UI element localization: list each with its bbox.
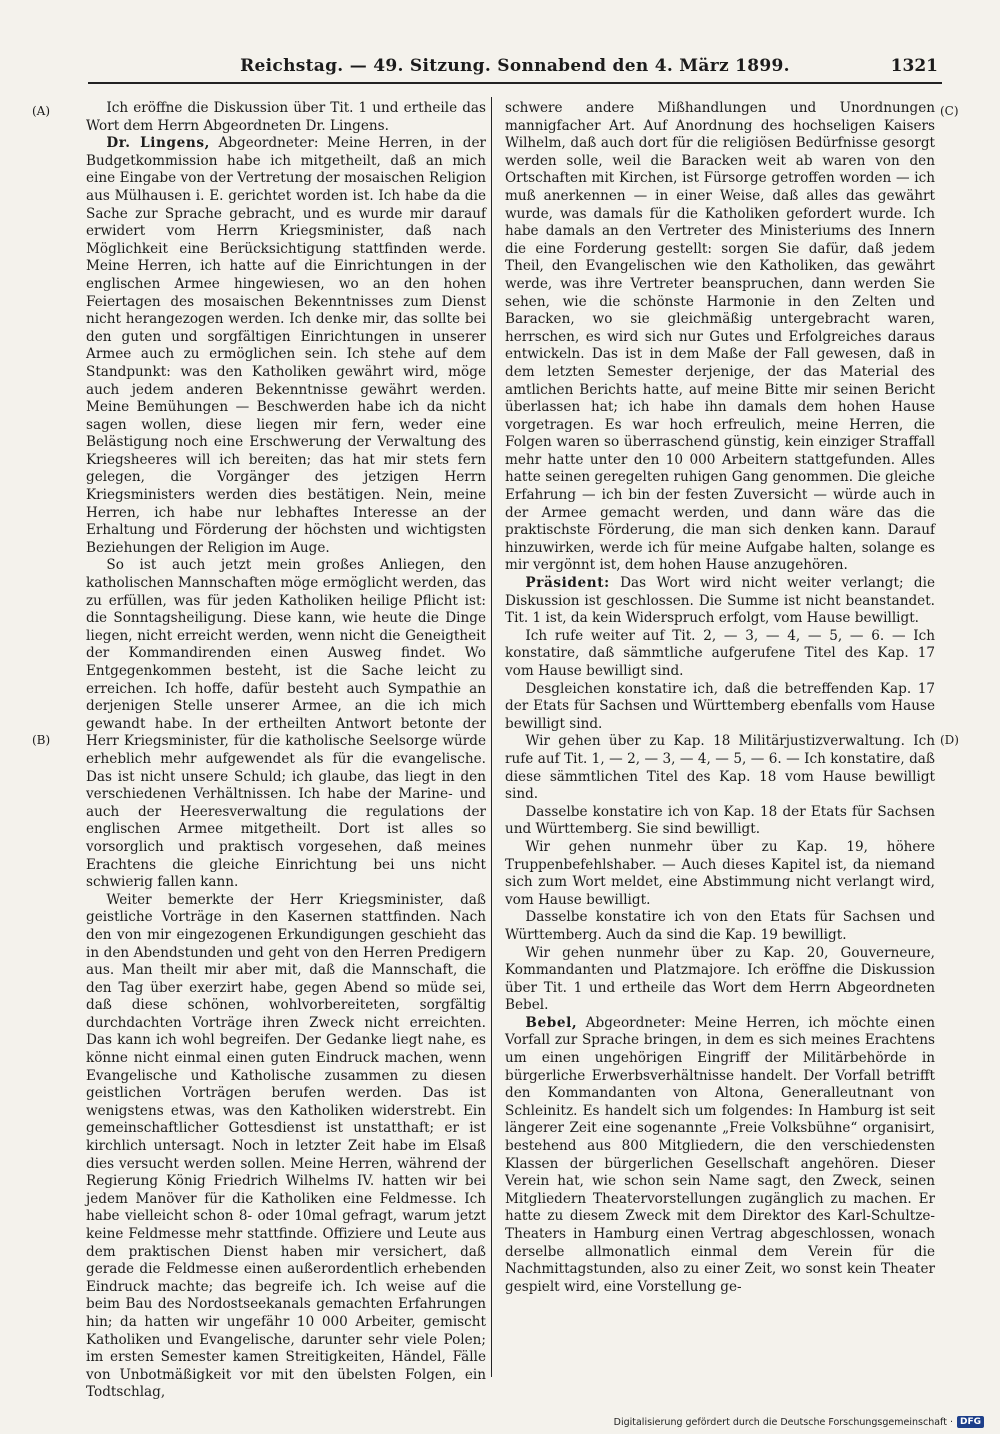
margin-marker-a: (A) [32,104,51,118]
paragraph: Dasselbe konstatire ich von Kap. 18 der Etats für Sachsen und Württemberg. Sie sind bewilligt. [505,803,935,838]
footer-credit-text: Digitalisierung gefördert durch die Deutsche Forschungsgemeinschaft · [613,1416,953,1428]
header-rule [88,82,942,84]
dfg-logo-icon: DFG [957,1416,984,1428]
paragraph: Dasselbe konstatire ich von den Etats für Sachsen und Württemberg. Auch da sind die Kap. 19 bewilligt. [505,909,935,943]
paragraph: Wir gehen nunmehr über zu Kap. 19, höhere Truppenbefehlshaber. — Auch dieses Kapitel ist, da niemand sich zum Wort meldet, eine Abstimmung nicht verlangt wird, vom Hause bewilligt. [505,838,935,908]
paragraph: Wir gehen nunmehr über zu Kap. 20, Gouverneure, Kommandanten und Platzmajore. Ich eröffne die Diskussion über Tit. 1 und ertheile das Wort dem Herrn Abgeordneten Bebel. [505,944,935,1014]
margin-marker-c: (C) [940,104,959,118]
column-divider [491,97,492,1377]
paragraph: Weiter bemerkte der Herr Kriegsminister, daß geistliche Vorträge in den Kasernen stattfinden. Nach den von mir eingezogenen Erkundigungen geschieht das in den Abendstunden und geht von den Herren Predigern aus. Man theilt mir aber mit, daß die Mannschaft, die den Tag über exerzirt habe, gegen Abend so müde sei, daß diese schönen, wohlvorbereiteten, sorgfältig durchdachten Vorträge ihren Zweck nicht erreichten. Das kann ich wohl begreifen. Der Gedanke liegt nahe, es könne nicht einmal einen guten Eindruck machen, wenn Evangelische und Katholische zusammen zu diesen geistlichen Vorträgen berufen werden. Das ist wenigstens etwas, was den Katholiken widerstrebt. Ein gemeinschaftlicher Gottesdienst ist unstatthaft; er ist kirchlich untersagt. Noch in letzter Zeit habe im Elsaß dies versucht werden sollen. Meine Herren, während der Regierung König Friedrich Wilhelms IV. hatten wir bei jedem Manöver für die Katholiken eine Feldmesse. Ich habe vielleicht schon 8- oder 10mal gefragt, warum jetzt keine Feldmesse mehr stattfinde. Offiziere und Leute aus dem praktischen Dienst haben mir versichert, daß gerade die Feldmesse einen außerordentlich erhebenden Eindruck machte; das begreife ich. Ich weise auf die beim Bau des Nordostseekanals gemachten Erfahrungen hin; da hatten wir ungefähr 10 000 Arbeiter, gemischt Katholiken und Evangelische, darunter sehr viele Polen; im ersten Semester kamen Streitigkeiten, Händel, Fälle von Unbotmäßigkeit vor mit den übelsten Folgen, ein Todtschlag, [86,891,486,1401]
speaker-name: Präsident: [525,575,610,592]
left-column [86,100,486,1402]
paragraph: Bebel, Abgeordneter: Meine Herren, ich möchte einen Vorfall zur Sprache bringen, in dem es sich meines Erachtens um einen ungehörigen Eingriff der Militärbehörde in bürgerliche Erwerbsverhältnisse handelt. Der Vorfall betrifft den Kommandanten von Altona, Generalleutnant von Schleinitz. Es handelt sich um folgendes: In Hamburg ist seit längerer Zeit eine sogenannte „Freie Volksbühne“ organisirt, bestehend aus 800 Mitgliedern, die den verschiedensten Klassen der bürgerlichen Gesellschaft angehören. Dieser Verein hat, wie schon sein Name sagt, den Zweck, seinen Mitgliedern Theatervorstellungen zugänglich zu machen. Er hatte zu diesem Zweck mit dem Direktor des Karl-Schultze-Theaters in Hamburg einen Vertrag abgeschlossen, wonach derselbe allmonatlich einmal dem Verein für die Nachmittagstunden, also zu einer Zeit, wo sonst kein Theater gespielt wird, eine Vorstellung ge- [505,1014,935,1295]
page-header [90,54,940,80]
speaker-name: Bebel, [525,1014,578,1031]
speaker-name: Dr. Lingens, [106,135,210,152]
page-title: Reichstag. — 49. Sitzung. Sonnabend den 4. März 1899. [240,56,790,76]
paragraph: Ich rufe weiter auf Tit. 2, — 3, — 4, — 5, — 6. — Ich konstatire, daß sämmtliche aufgerufene Titel des Kap. 17 vom Hause bewilligt sind. [505,627,935,679]
margin-marker-b: (B) [32,733,51,747]
paragraph: Präsident: Das Wort wird nicht weiter verlangt; die Diskussion ist geschlossen. Die Summe ist nicht beanstandet. Tit. 1 ist, da kein Widerspruch erfolgt, vom Hause bewilligt. [505,575,935,627]
right-column [505,100,935,1296]
paragraph: Dr. Lingens, Abgeordneter: Meine Herren, in der Budgetkommission habe ich mitgetheilt, daß an mich eine Eingabe von der Vertretung der mosaischen Religion aus Mülhausen i. E. gerichtet worden ist. Ich habe da die Sache zur Sprache gebracht, und es wurde mir darauf erwidert vom Herrn Kriegsminister, daß nach Möglichkeit eine Berücksichtigung stattfinden werde. Meine Herren, ich hatte auf die Einrichtungen in der englischen Armee hingewiesen, wo an den hohen Feiertagen des mosaischen Bekenntnisses zum Dienst nicht herangezogen werden. Ich denke mir, das sollte bei den guten und sorgfältigen Einrichtungen in unserer Armee auch zu ermöglichen sein. Ich stehe auf dem Standpunkt: was den Katholiken gewährt wird, möge auch jedem anderen Bekenntnisse gewährt werden. Meine Bemühungen — Beschwerden habe ich da nicht sagen wollen, diese liegen mir fern, weder eine Belästigung noch eine Erschwerung der Verwaltung des Kriegsheeres will ich bereiten; das hat mir stets fern gelegen, die Vorgänger des jetzigen Herrn Kriegsministers werden dies bestätigen. Nein, meine Herren, ich habe nur lebhaftes Interesse an der Erhaltung und Förderung der höchsten und wichtigsten Beziehungen der Religion im Auge. [86,135,486,556]
paragraph: Desgleichen konstatire ich, daß die betreffenden Kap. 17 der Etats für Sachsen und Württemberg ebenfalls vom Hause bewilligt sind. [505,680,935,732]
page-number: 1321 [890,56,938,76]
paragraph: Ich eröffne die Diskussion über Tit. 1 und ertheile das Wort dem Herrn Abgeordneten Dr. Lingens. [86,100,486,134]
margin-marker-d: (D) [940,733,959,747]
paragraph: schwere andere Mißhandlungen und Unordnungen mannigfacher Art. Auf Anordnung des hochseligen Kaisers Wilhelm, daß auch dort für die religiösen Bedürfnisse gesorgt werden solle, weil die Baracken weit ab waren von den Ortschaften mit Kirchen, ist Fürsorge getroffen worden — ich muß anerkennen — in einer Weise, daß alles das gewährt wurde, was damals für die Katholiken gefordert wurde. Ich habe damals an den Vertreter des Ministeriums des Innern die eine Forderung gestellt: sorgen Sie dafür, daß jedem Theil, den Evangelischen wie den Katholiken, das gewährt werde, was ihre Vertreter beanspruchen, dann werden Sie sehen, wie die schönste Harmonie in den Zelten und Baracken, wo sie gleichmäßig untergebracht waren, herrschen, es wird sich nur Gutes und Erfolgreiches daraus entwickeln. Das ist in dem Maße der Fall gewesen, daß in dem letzten Semester derjenige, der das Material des amtlichen Berichts hatte, auf meine Bitte mir seinen Bericht überlassen hat; ich habe ihn damals dem hohen Hause vorgetragen. Es war hoch erfreulich, meine Herren, die Folgen waren so überraschend günstig, kein einziger Straffall mehr hatte unter den 10 000 Arbeitern stattgefunden. Alles hatte seinen geregelten ruhigen Gang genommen. Die gleiche Erfahrung — ich bin der festen Zuversicht — würde auch in der Armee gemacht werden, und dann wäre das die praktischste Förderung, die man sich denken kann. Darauf hinzuwirken, werde ich für meine Aufgabe halten, solange es mir vergönnt ist, dem hohen Hause anzugehören. [505,100,935,574]
paragraph: Wir gehen über zu Kap. 18 Militärjustizverwaltung. Ich rufe auf Tit. 1, — 2, — 3, — 4, — 5, — 6. — Ich konstatire, daß diese sämmtlichen Titel des Kap. 18 vom Hause bewilligt sind. [505,733,935,803]
footer-credit [614,1416,984,1428]
paragraph: So ist auch jetzt mein großes Anliegen, den katholischen Mannschaften möge ermöglicht werden, das zu erfüllen, was für jeden Katholiken heilige Pflicht ist: die Sonntagsheiligung. Diese kann, wie heute die Dinge liegen, nicht erreicht werden, wenn nicht die Geneigtheit der Kommandirenden einen Ausweg findet. Wo Entgegenkommen besteht, ist die Sache leicht zu erreichen. Ich hoffe, dafür besteht auch Sympathie an derjenigen Stelle unserer Armee, an die ich mich gewandt habe. In der ertheilten Antwort betonte der Herr Kriegsminister, für die katholische Seelsorge würde erheblich mehr aufgewendet als für die evangelische. Das ist nicht unsere Schuld; ich glaube, das liegt in den verschiedenen Verhältnissen. Ich habe der Marine- und auch der Heeresverwaltung die regulations der englischen Armee mitgetheilt. Dort ist alles so vorsorglich und praktisch vorgesehen, daß meines Erachtens die gleiche Einrichtung bei uns nicht schwierig fallen kann. [86,557,486,891]
